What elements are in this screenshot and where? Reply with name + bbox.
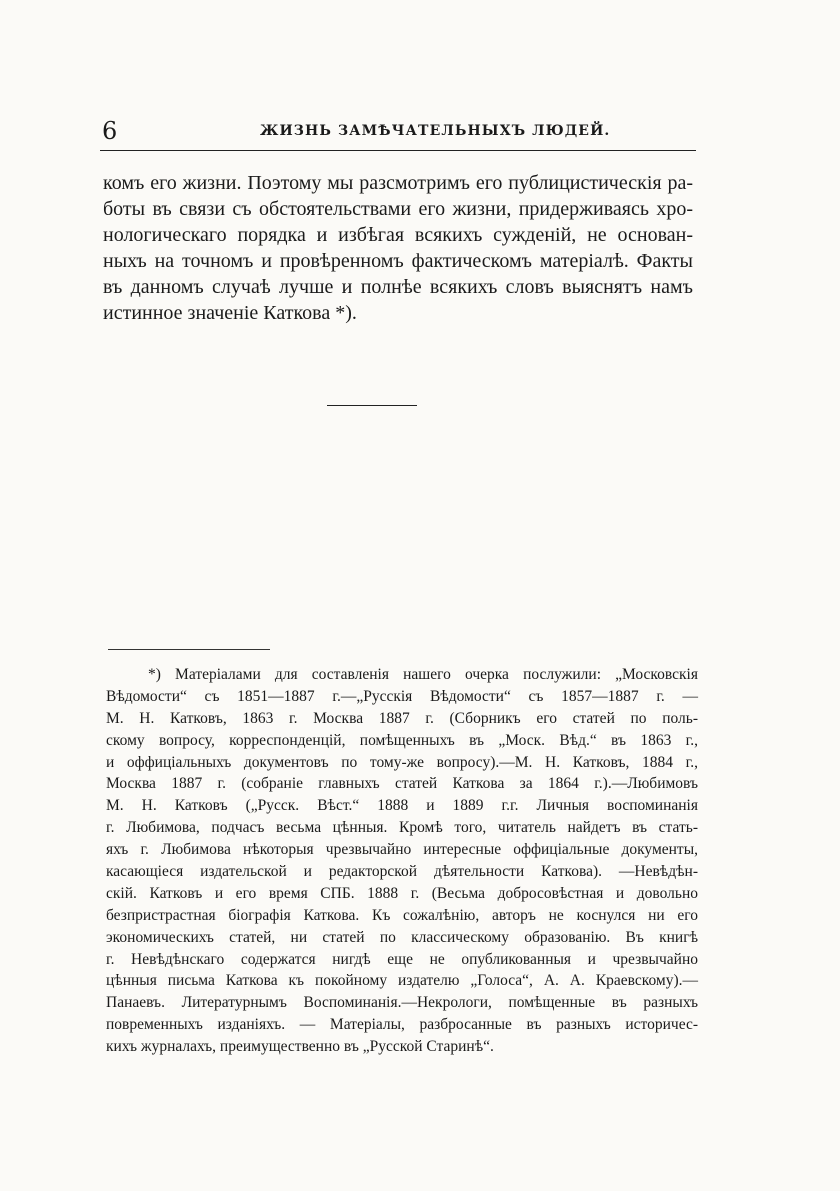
footnote-line: повременныхъ изданіяхъ. — Матеріалы, разбросанные въ разныхъ историчес- (106, 1016, 698, 1034)
main-text-line: въ данномъ случаѣ лучше и полнѣе всякихъ словъ выяснятъ намъ (103, 276, 693, 298)
section-separator (327, 405, 417, 406)
footnote-line: *) Матеріалами для составленія нашего очерка послужили: „Московскія (148, 666, 698, 683)
footnote-line: скій. Катковъ и его время СПБ. 1888 г. (Весьма добросовѣстная и довольно (106, 884, 698, 902)
footnote-line: г. Любимова, подчасъ весьма цѣнныя. Кромѣ того, читатель найдетъ въ стать- (106, 819, 698, 837)
page-header (100, 117, 696, 149)
main-text-line: истинное значеніе Каткова *). (103, 302, 357, 324)
footnote-line: Москва 1887 г. (собраніе главныхъ статей Каткова за 1864 г.).—Любимовъ (106, 775, 698, 793)
footnote-line: Вѣдомости“ съ 1851—1887 г.—„Русскія Вѣдомости“ съ 1857—1887 г. — (106, 687, 698, 705)
footnote-line: г. Невѣдѣнскаго содержатся нигдѣ еще не опубликованныя и чрезвычайно (106, 950, 698, 968)
header-rule (100, 150, 696, 151)
footnote-line: цѣнныя письма Каткова къ покойному издателю „Голоса“, А. А. Краевскому).— (106, 972, 698, 990)
footnote-line: экономическихъ статей, ни статей по классическому образованію. Въ книгѣ (106, 928, 698, 946)
page-number: 6 (102, 117, 118, 145)
main-text-line: нологическаго порядка и избѣгая всякихъ сужденій, не основан- (103, 224, 693, 246)
main-text-line: ныхъ на точномъ и провѣренномъ фактическомъ матеріалѣ. Факты (103, 250, 693, 272)
main-text-line: комъ его жизни. Поэтому мы разсмотримъ его публицистическія ра- (103, 172, 693, 194)
main-text-line: боты въ связи съ обстоятельствами его жизни, придерживаясь хро- (103, 198, 693, 220)
footnote-rule (108, 649, 270, 650)
running-head: ЖИЗНЬ ЗАМѢЧАТЕЛЬНЫХЪ ЛЮДЕЙ. (260, 123, 611, 139)
footnote-line: яхъ г. Любимова нѣкоторыя чрезвычайно интересные оффиціальные документы, (106, 841, 698, 859)
footnote (106, 664, 698, 1058)
footnote-line: безпристрастная біографія Каткова. Къ сожалѣнію, авторъ не коснулся ни его (106, 906, 698, 924)
footnote-line: скому вопросу, корреспонденцій, помѣщенныхъ въ „Моск. Вѣд.“ въ 1863 г., (106, 731, 698, 749)
footnote-line: кихъ журналахъ, преимущественно въ „Русской Старинѣ“. (106, 1038, 494, 1056)
footnote-line: М. Н. Катковъ („Русск. Вѣст.“ 1888 и 1889 г.г. Личныя воспоминанія (106, 797, 698, 815)
footnote-line: и оффиціальныхъ документовъ по тому-же вопросу).—М. Н. Катковъ, 1884 г., (106, 753, 698, 771)
footnote-line: касающіеся издательской и редакторской дѣятельности Каткова). —Невѣдѣн- (106, 863, 698, 881)
main-text (103, 170, 693, 326)
footnote-line: Панаевъ. Литературнымъ Воспоминанія.—Некрологи, помѣщенные въ разныхъ (106, 994, 698, 1012)
footnote-line: М. Н. Катковъ, 1863 г. Москва 1887 г. (Сборникъ его статей по поль- (106, 709, 698, 727)
